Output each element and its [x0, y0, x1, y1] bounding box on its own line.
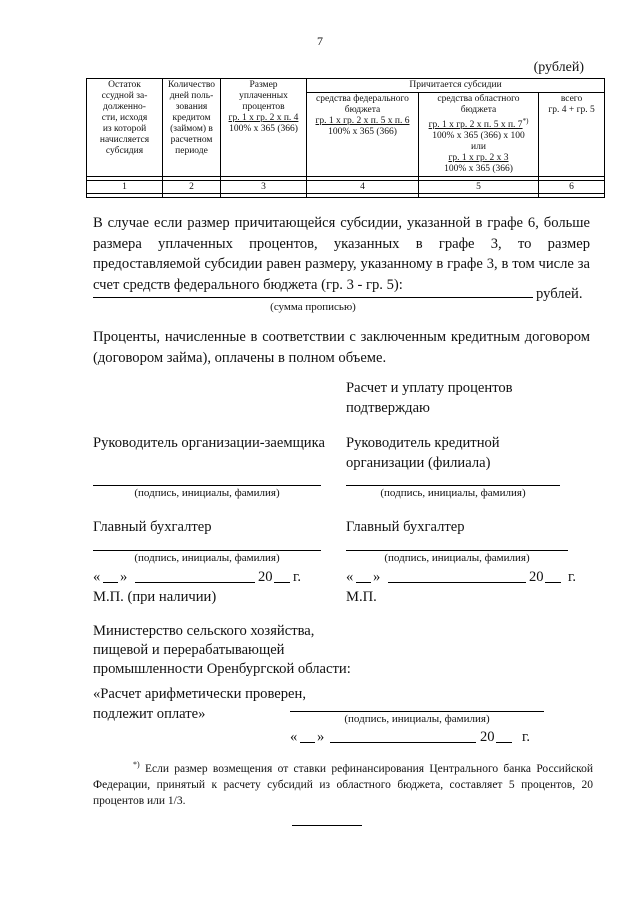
sum-words-caption: (сумма прописью) — [270, 301, 356, 313]
col4-formula: гр. 1 х гр. 2 х п. 5 х п. 6 — [315, 116, 410, 126]
seal-right: М.П. — [346, 589, 377, 605]
header-regional-budget: средства областного бюджета гр. 1 х гр. 2 х п. 5 х п. 7*) 100% х 365 (366) х 100 или гр. 1 х гр. 2 х 3 100% х 365 (366) — [419, 93, 539, 177]
borrower-chief-accountant-label: Главный бухгалтер — [93, 519, 212, 535]
ministry-date-month-field[interactable] — [330, 742, 476, 743]
header-subsidy-due: Причитается субсидии — [307, 79, 605, 93]
ministry-signature-line[interactable] — [290, 711, 544, 712]
right-date-quote-close: » — [373, 569, 381, 585]
footnote-mark: *) — [133, 760, 140, 769]
ministry-line-1: Министерство сельского хозяйства, — [93, 623, 315, 639]
ministry-date-year-prefix: 20 — [480, 729, 495, 745]
ministry-date-quote-close: » — [317, 729, 325, 745]
ministry-date-day-field[interactable] — [300, 742, 315, 743]
header-interest-paid: Размер уплаченных процентов гр. 1 х гр. 2 х п. 4 100% х 365 (366) — [221, 79, 307, 177]
col5-formula-alt: гр. 1 х гр. 2 х 3 — [448, 153, 509, 164]
seal-left: М.П. (при наличии) — [93, 589, 217, 605]
borrower-accountant-sig-caption: (подпись, инициалы, фамилия) — [134, 552, 280, 564]
ministry-line-3: промышленности Оренбургской области: — [93, 661, 351, 677]
verified-line-2: подлежит оплате» — [93, 706, 206, 722]
borrower-accountant-signature-line[interactable] — [93, 550, 321, 551]
footnote-text: Если размер возмещения от ставки рефинансирования Центрального банка Российской Федерации, принятый к расчету субсидий из областного бюджета, составляет 5 процентов, 20 процентов или 1/3. — [93, 762, 593, 807]
bank-chief-accountant-label: Главный бухгалтер — [346, 519, 465, 535]
bank-head-sig-caption: (подпись, инициалы, фамилия) — [380, 487, 526, 499]
ministry-sig-caption: (подпись, инициалы, фамилия) — [344, 713, 490, 725]
ministry-line-2: пищевой и перерабатывающей — [93, 642, 285, 658]
left-date-year-suffix: г. — [293, 569, 301, 585]
bank-head-label-1: Руководитель кредитной — [346, 435, 500, 451]
units-label: (рублей) — [533, 60, 584, 75]
ministry-date-year-suffix: г. — [522, 729, 530, 745]
left-date-quote-open: « — [93, 569, 101, 585]
header-federal-budget: средства федерального бюджета гр. 1 х гр. 2 х п. 5 х п. 6 100% х 365 (366) — [307, 93, 419, 177]
borrower-head-label: Руководитель организации-заемщика — [93, 435, 325, 451]
left-date-year-prefix: 20 — [258, 569, 273, 585]
header-total: всего гр. 4 + гр. 5 — [539, 93, 605, 177]
header-loan-balance: Остаток ссудной за- долженно- сти, исходя из которой начисляется субсидия — [87, 79, 163, 177]
right-date-year-prefix: 20 — [529, 569, 544, 585]
subsidy-table — [86, 78, 605, 198]
left-date-month-field[interactable] — [135, 582, 255, 583]
sum-words-line[interactable] — [93, 297, 533, 298]
left-date-day-field[interactable] — [103, 582, 118, 583]
bank-accountant-signature-line[interactable] — [346, 550, 568, 551]
paragraph-subsidy-amount: В случае если размер причитающейся субсидии, указанной в графе 6, больше размера уплаченных процентов, указанных в графе 3, то размер предоставляемой субсидии равен размеру, указанному в графе 3, в том числе за счет средств федерального бюджета (гр. 3 - гр. 5): — [93, 215, 590, 293]
right-date-day-field[interactable] — [356, 582, 371, 583]
confirm-line-1: Расчет и уплату процентов — [346, 380, 513, 396]
borrower-head-sig-caption: (подпись, инициалы, фамилия) — [134, 487, 280, 499]
confirm-line-2: подтверждаю — [346, 400, 430, 416]
table-row-column-numbers: 1 2 3 4 5 6 — [87, 181, 605, 194]
left-date-year-field[interactable] — [274, 582, 290, 583]
right-date-month-field[interactable] — [388, 582, 526, 583]
bank-head-label-2: организации (филиала) — [346, 455, 491, 471]
right-date-year-suffix: г. — [568, 569, 576, 585]
borrower-head-signature-line[interactable] — [93, 485, 321, 486]
ministry-date-quote-open: « — [290, 729, 298, 745]
rubles-suffix: рублей. — [536, 286, 583, 302]
bank-accountant-sig-caption: (подпись, инициалы, фамилия) — [384, 552, 530, 564]
col5-formula: гр. 1 х гр. 2 х п. 5 х п. 7 — [428, 120, 523, 131]
col3-formula: гр. 1 х гр. 2 х п. 4 — [228, 113, 299, 123]
right-date-quote-open: « — [346, 569, 354, 585]
page-number: 7 — [317, 34, 323, 48]
left-date-quote-close: » — [120, 569, 128, 585]
right-date-year-field[interactable] — [545, 582, 561, 583]
bank-head-signature-line[interactable] — [346, 485, 560, 486]
ministry-date-year-field[interactable] — [496, 742, 512, 743]
verified-line-1: «Расчет арифметически проверен, — [93, 686, 306, 702]
end-separator-line — [292, 825, 362, 826]
header-days-used: Количество дней поль- зования кредитом (займом) в расчетном периоде — [163, 79, 221, 177]
paragraph-interest-paid: Проценты, начисленные в соответствии с заключенным кредитным договором (договором займа), оплачены в полном объеме. — [93, 329, 590, 366]
footnote — [93, 757, 593, 809]
